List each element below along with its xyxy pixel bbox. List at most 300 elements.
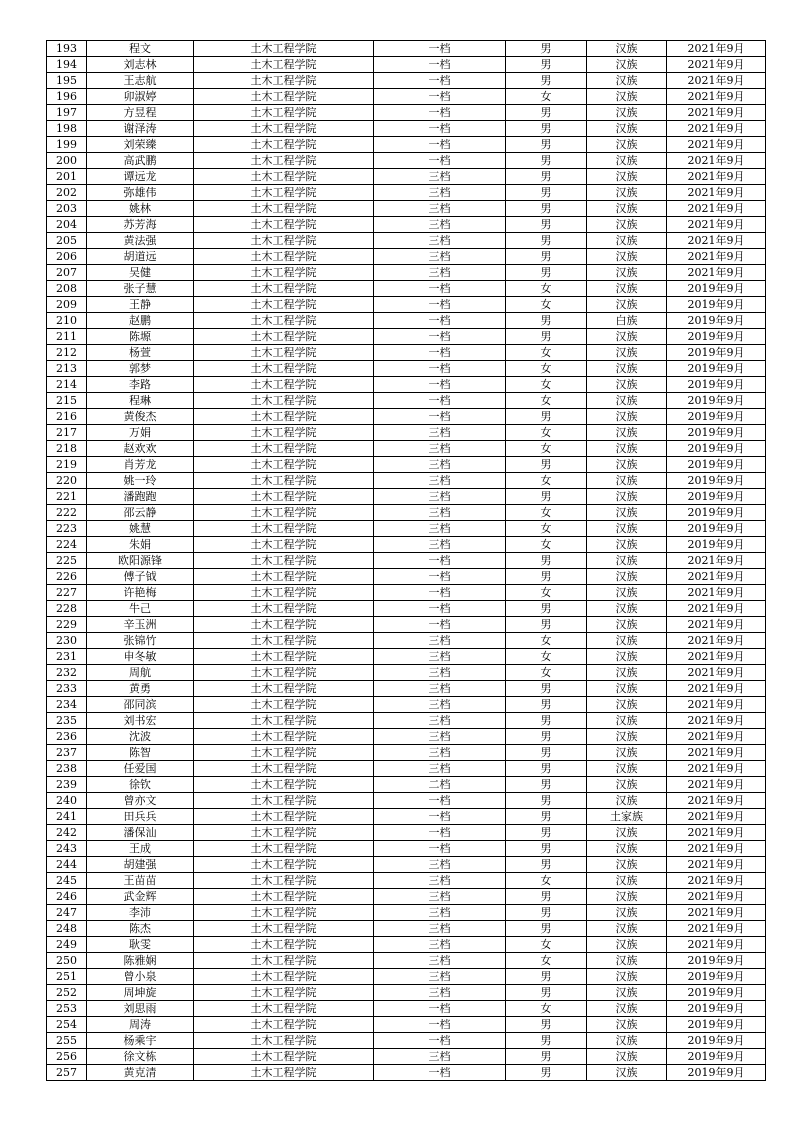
grade-level-cell: 一档: [374, 1017, 506, 1033]
enrollment-date-cell: 2021年9月: [667, 185, 766, 201]
gender-cell: 男: [506, 713, 587, 729]
row-number-cell: 254: [47, 1017, 87, 1033]
grade-level-cell: 二档: [374, 777, 506, 793]
row-number-cell: 203: [47, 201, 87, 217]
table-row: [47, 889, 766, 905]
college-cell: 土木工程学院: [194, 169, 374, 185]
enrollment-date-cell: 2021年9月: [667, 841, 766, 857]
enrollment-date-cell: 2021年9月: [667, 169, 766, 185]
name-cell: 曾小泉: [87, 969, 194, 985]
ethnicity-cell: 汉族: [587, 265, 667, 281]
gender-cell: 男: [506, 313, 587, 329]
ethnicity-cell: 汉族: [587, 777, 667, 793]
grade-level-cell: 一档: [374, 1001, 506, 1017]
college-cell: 土木工程学院: [194, 793, 374, 809]
ethnicity-cell: 汉族: [587, 297, 667, 313]
table-row: [47, 713, 766, 729]
ethnicity-cell: 汉族: [587, 633, 667, 649]
table-row: [47, 1049, 766, 1065]
grade-level-cell: 一档: [374, 137, 506, 153]
college-cell: 土木工程学院: [194, 441, 374, 457]
gender-cell: 男: [506, 201, 587, 217]
gender-cell: 女: [506, 393, 587, 409]
name-cell: 邵同滨: [87, 697, 194, 713]
gender-cell: 男: [506, 1017, 587, 1033]
ethnicity-cell: 汉族: [587, 1017, 667, 1033]
row-number-cell: 209: [47, 297, 87, 313]
enrollment-date-cell: 2019年9月: [667, 1017, 766, 1033]
college-cell: 土木工程学院: [194, 233, 374, 249]
college-cell: 土木工程学院: [194, 921, 374, 937]
grade-level-cell: 三档: [374, 233, 506, 249]
ethnicity-cell: 汉族: [587, 121, 667, 137]
enrollment-date-cell: 2019年9月: [667, 441, 766, 457]
row-number-cell: 224: [47, 537, 87, 553]
row-number-cell: 256: [47, 1049, 87, 1065]
enrollment-date-cell: 2021年9月: [667, 121, 766, 137]
enrollment-date-cell: 2021年9月: [667, 777, 766, 793]
ethnicity-cell: 汉族: [587, 585, 667, 601]
table-row: [47, 1017, 766, 1033]
ethnicity-cell: 汉族: [587, 377, 667, 393]
college-cell: 土木工程学院: [194, 969, 374, 985]
gender-cell: 女: [506, 441, 587, 457]
gender-cell: 男: [506, 969, 587, 985]
table-row: [47, 633, 766, 649]
gender-cell: 女: [506, 953, 587, 969]
grade-level-cell: 一档: [374, 73, 506, 89]
ethnicity-cell: 汉族: [587, 457, 667, 473]
grade-level-cell: 一档: [374, 393, 506, 409]
college-cell: 土木工程学院: [194, 985, 374, 1001]
college-cell: 土木工程学院: [194, 105, 374, 121]
name-cell: 周航: [87, 665, 194, 681]
grade-level-cell: 三档: [374, 873, 506, 889]
gender-cell: 男: [506, 249, 587, 265]
row-number-cell: 245: [47, 873, 87, 889]
row-number-cell: 193: [47, 41, 87, 57]
name-cell: 程琳: [87, 393, 194, 409]
gender-cell: 男: [506, 777, 587, 793]
gender-cell: 男: [506, 41, 587, 57]
name-cell: 姚慧: [87, 521, 194, 537]
college-cell: 土木工程学院: [194, 1017, 374, 1033]
name-cell: 程文: [87, 41, 194, 57]
table-row: [47, 969, 766, 985]
name-cell: 徐钦: [87, 777, 194, 793]
name-cell: 陈雅娴: [87, 953, 194, 969]
gender-cell: 男: [506, 1049, 587, 1065]
table-row: [47, 361, 766, 377]
enrollment-date-cell: 2019年9月: [667, 409, 766, 425]
row-number-cell: 228: [47, 601, 87, 617]
college-cell: 土木工程学院: [194, 713, 374, 729]
college-cell: 土木工程学院: [194, 521, 374, 537]
name-cell: 黄勇: [87, 681, 194, 697]
row-number-cell: 199: [47, 137, 87, 153]
table-row: [47, 121, 766, 137]
enrollment-date-cell: 2021年9月: [667, 57, 766, 73]
table-row: [47, 857, 766, 873]
table-row: [47, 169, 766, 185]
table-row: [47, 697, 766, 713]
grade-level-cell: 三档: [374, 713, 506, 729]
table-row: [47, 825, 766, 841]
name-cell: 黄克清: [87, 1065, 194, 1081]
name-cell: 陈杰: [87, 921, 194, 937]
table-row: [47, 665, 766, 681]
table-row: [47, 761, 766, 777]
ethnicity-cell: 汉族: [587, 73, 667, 89]
row-number-cell: 206: [47, 249, 87, 265]
gender-cell: 女: [506, 585, 587, 601]
grade-level-cell: 一档: [374, 313, 506, 329]
college-cell: 土木工程学院: [194, 313, 374, 329]
row-number-cell: 194: [47, 57, 87, 73]
grade-level-cell: 三档: [374, 1049, 506, 1065]
enrollment-date-cell: 2021年9月: [667, 249, 766, 265]
grade-level-cell: 一档: [374, 569, 506, 585]
name-cell: 弥雄伟: [87, 185, 194, 201]
name-cell: 刘荣臻: [87, 137, 194, 153]
name-cell: 武金辉: [87, 889, 194, 905]
ethnicity-cell: 汉族: [587, 281, 667, 297]
college-cell: 土木工程学院: [194, 137, 374, 153]
table-row: [47, 57, 766, 73]
enrollment-date-cell: 2021年9月: [667, 745, 766, 761]
ethnicity-cell: 汉族: [587, 1065, 667, 1081]
grade-level-cell: 一档: [374, 361, 506, 377]
name-cell: 胡道远: [87, 249, 194, 265]
ethnicity-cell: 汉族: [587, 57, 667, 73]
enrollment-date-cell: 2019年9月: [667, 1001, 766, 1017]
row-number-cell: 246: [47, 889, 87, 905]
college-cell: 土木工程学院: [194, 201, 374, 217]
table-row: [47, 1065, 766, 1081]
table-row: [47, 393, 766, 409]
row-number-cell: 241: [47, 809, 87, 825]
enrollment-date-cell: 2019年9月: [667, 313, 766, 329]
grade-level-cell: 一档: [374, 297, 506, 313]
gender-cell: 男: [506, 105, 587, 121]
row-number-cell: 234: [47, 697, 87, 713]
ethnicity-cell: 汉族: [587, 473, 667, 489]
college-cell: 土木工程学院: [194, 361, 374, 377]
table-row: [47, 873, 766, 889]
enrollment-date-cell: 2021年9月: [667, 201, 766, 217]
name-cell: 苏芳海: [87, 217, 194, 233]
college-cell: 土木工程学院: [194, 57, 374, 73]
row-number-cell: 223: [47, 521, 87, 537]
row-number-cell: 230: [47, 633, 87, 649]
grade-level-cell: 一档: [374, 41, 506, 57]
gender-cell: 女: [506, 361, 587, 377]
grade-level-cell: 三档: [374, 745, 506, 761]
college-cell: 土木工程学院: [194, 489, 374, 505]
enrollment-date-cell: 2021年9月: [667, 889, 766, 905]
grade-level-cell: 三档: [374, 441, 506, 457]
gender-cell: 男: [506, 457, 587, 473]
college-cell: 土木工程学院: [194, 889, 374, 905]
table-row: [47, 553, 766, 569]
table-row: [47, 105, 766, 121]
name-cell: 卯淑婷: [87, 89, 194, 105]
row-number-cell: 237: [47, 745, 87, 761]
name-cell: 牛己: [87, 601, 194, 617]
grade-level-cell: 一档: [374, 1065, 506, 1081]
gender-cell: 男: [506, 329, 587, 345]
ethnicity-cell: 汉族: [587, 921, 667, 937]
table-row: [47, 569, 766, 585]
gender-cell: 女: [506, 425, 587, 441]
name-cell: 李路: [87, 377, 194, 393]
row-number-cell: 227: [47, 585, 87, 601]
enrollment-date-cell: 2021年9月: [667, 153, 766, 169]
grade-level-cell: 一档: [374, 57, 506, 73]
ethnicity-cell: 土家族: [587, 809, 667, 825]
enrollment-date-cell: 2019年9月: [667, 969, 766, 985]
grade-level-cell: 一档: [374, 825, 506, 841]
row-number-cell: 212: [47, 345, 87, 361]
name-cell: 肖芳龙: [87, 457, 194, 473]
name-cell: 朱娟: [87, 537, 194, 553]
grade-level-cell: 三档: [374, 937, 506, 953]
ethnicity-cell: 汉族: [587, 553, 667, 569]
college-cell: 土木工程学院: [194, 873, 374, 889]
gender-cell: 男: [506, 569, 587, 585]
row-number-cell: 208: [47, 281, 87, 297]
ethnicity-cell: 汉族: [587, 441, 667, 457]
enrollment-date-cell: 2019年9月: [667, 537, 766, 553]
college-cell: 土木工程学院: [194, 89, 374, 105]
enrollment-date-cell: 2019年9月: [667, 1049, 766, 1065]
row-number-cell: 202: [47, 185, 87, 201]
table-row: [47, 953, 766, 969]
grade-level-cell: 一档: [374, 793, 506, 809]
ethnicity-cell: 汉族: [587, 105, 667, 121]
gender-cell: 男: [506, 857, 587, 873]
enrollment-date-cell: 2019年9月: [667, 489, 766, 505]
grade-level-cell: 三档: [374, 265, 506, 281]
name-cell: 王志航: [87, 73, 194, 89]
grade-level-cell: 三档: [374, 457, 506, 473]
name-cell: 王静: [87, 297, 194, 313]
gender-cell: 男: [506, 921, 587, 937]
enrollment-date-cell: 2019年9月: [667, 393, 766, 409]
name-cell: 许艳梅: [87, 585, 194, 601]
table-row: [47, 185, 766, 201]
name-cell: 黄法强: [87, 233, 194, 249]
enrollment-date-cell: 2021年9月: [667, 713, 766, 729]
college-cell: 土木工程学院: [194, 569, 374, 585]
row-number-cell: 240: [47, 793, 87, 809]
gender-cell: 男: [506, 681, 587, 697]
row-number-cell: 197: [47, 105, 87, 121]
student-list-table: [46, 40, 766, 1081]
name-cell: 潘保汕: [87, 825, 194, 841]
gender-cell: 女: [506, 281, 587, 297]
grade-level-cell: 三档: [374, 201, 506, 217]
name-cell: 王苗苗: [87, 873, 194, 889]
gender-cell: 男: [506, 1065, 587, 1081]
ethnicity-cell: 汉族: [587, 649, 667, 665]
grade-level-cell: 三档: [374, 505, 506, 521]
name-cell: 王成: [87, 841, 194, 857]
table-row: [47, 585, 766, 601]
ethnicity-cell: 汉族: [587, 345, 667, 361]
name-cell: 张锦竹: [87, 633, 194, 649]
college-cell: 土木工程学院: [194, 777, 374, 793]
name-cell: 方昱程: [87, 105, 194, 121]
enrollment-date-cell: 2019年9月: [667, 297, 766, 313]
table-row: [47, 745, 766, 761]
ethnicity-cell: 汉族: [587, 137, 667, 153]
enrollment-date-cell: 2021年9月: [667, 41, 766, 57]
row-number-cell: 253: [47, 1001, 87, 1017]
enrollment-date-cell: 2019年9月: [667, 505, 766, 521]
college-cell: 土木工程学院: [194, 185, 374, 201]
enrollment-date-cell: 2021年9月: [667, 825, 766, 841]
college-cell: 土木工程学院: [194, 825, 374, 841]
enrollment-date-cell: 2019年9月: [667, 345, 766, 361]
row-number-cell: 236: [47, 729, 87, 745]
ethnicity-cell: 汉族: [587, 617, 667, 633]
college-cell: 土木工程学院: [194, 601, 374, 617]
gender-cell: 男: [506, 985, 587, 1001]
ethnicity-cell: 汉族: [587, 537, 667, 553]
enrollment-date-cell: 2021年9月: [667, 921, 766, 937]
ethnicity-cell: 汉族: [587, 361, 667, 377]
grade-level-cell: 三档: [374, 729, 506, 745]
college-cell: 土木工程学院: [194, 41, 374, 57]
enrollment-date-cell: 2021年9月: [667, 137, 766, 153]
grade-level-cell: 三档: [374, 953, 506, 969]
gender-cell: 男: [506, 73, 587, 89]
enrollment-date-cell: 2021年9月: [667, 665, 766, 681]
enrollment-date-cell: 2021年9月: [667, 761, 766, 777]
grade-level-cell: 三档: [374, 185, 506, 201]
ethnicity-cell: 汉族: [587, 521, 667, 537]
college-cell: 土木工程学院: [194, 841, 374, 857]
name-cell: 刘思雨: [87, 1001, 194, 1017]
college-cell: 土木工程学院: [194, 649, 374, 665]
ethnicity-cell: 汉族: [587, 393, 667, 409]
college-cell: 土木工程学院: [194, 857, 374, 873]
row-number-cell: 198: [47, 121, 87, 137]
enrollment-date-cell: 2021年9月: [667, 553, 766, 569]
ethnicity-cell: 汉族: [587, 201, 667, 217]
ethnicity-cell: 汉族: [587, 889, 667, 905]
table-row: [47, 265, 766, 281]
gender-cell: 男: [506, 217, 587, 233]
row-number-cell: 251: [47, 969, 87, 985]
gender-cell: 男: [506, 489, 587, 505]
name-cell: 姚林: [87, 201, 194, 217]
enrollment-date-cell: 2019年9月: [667, 521, 766, 537]
table-row: [47, 617, 766, 633]
gender-cell: 男: [506, 825, 587, 841]
ethnicity-cell: 汉族: [587, 713, 667, 729]
enrollment-date-cell: 2021年9月: [667, 857, 766, 873]
ethnicity-cell: 汉族: [587, 169, 667, 185]
ethnicity-cell: 汉族: [587, 857, 667, 873]
row-number-cell: 238: [47, 761, 87, 777]
grade-level-cell: 三档: [374, 665, 506, 681]
name-cell: 张子慧: [87, 281, 194, 297]
table-row: [47, 505, 766, 521]
grade-level-cell: 一档: [374, 153, 506, 169]
gender-cell: 女: [506, 505, 587, 521]
name-cell: 傅子钺: [87, 569, 194, 585]
college-cell: 土木工程学院: [194, 345, 374, 361]
row-number-cell: 231: [47, 649, 87, 665]
grade-level-cell: 三档: [374, 889, 506, 905]
enrollment-date-cell: 2021年9月: [667, 905, 766, 921]
ethnicity-cell: 汉族: [587, 153, 667, 169]
ethnicity-cell: 汉族: [587, 825, 667, 841]
college-cell: 土木工程学院: [194, 249, 374, 265]
grade-level-cell: 三档: [374, 857, 506, 873]
ethnicity-cell: 汉族: [587, 745, 667, 761]
gender-cell: 女: [506, 521, 587, 537]
grade-level-cell: 一档: [374, 409, 506, 425]
gender-cell: 女: [506, 473, 587, 489]
gender-cell: 男: [506, 905, 587, 921]
enrollment-date-cell: 2019年9月: [667, 329, 766, 345]
row-number-cell: 235: [47, 713, 87, 729]
ethnicity-cell: 汉族: [587, 841, 667, 857]
enrollment-date-cell: 2021年9月: [667, 601, 766, 617]
name-cell: 辛玉洲: [87, 617, 194, 633]
enrollment-date-cell: 2019年9月: [667, 377, 766, 393]
table-row: [47, 793, 766, 809]
grade-level-cell: 三档: [374, 169, 506, 185]
enrollment-date-cell: 2021年9月: [667, 265, 766, 281]
row-number-cell: 242: [47, 825, 87, 841]
table-row: [47, 41, 766, 57]
gender-cell: 女: [506, 297, 587, 313]
college-cell: 土木工程学院: [194, 745, 374, 761]
table-row: [47, 89, 766, 105]
gender-cell: 男: [506, 57, 587, 73]
name-cell: 刘书宏: [87, 713, 194, 729]
enrollment-date-cell: 2021年9月: [667, 89, 766, 105]
row-number-cell: 205: [47, 233, 87, 249]
grade-level-cell: 三档: [374, 489, 506, 505]
gender-cell: 男: [506, 265, 587, 281]
row-number-cell: 221: [47, 489, 87, 505]
college-cell: 土木工程学院: [194, 809, 374, 825]
ethnicity-cell: 汉族: [587, 1033, 667, 1049]
row-number-cell: 244: [47, 857, 87, 873]
row-number-cell: 257: [47, 1065, 87, 1081]
grade-level-cell: 三档: [374, 633, 506, 649]
table-row: [47, 985, 766, 1001]
row-number-cell: 247: [47, 905, 87, 921]
enrollment-date-cell: 2021年9月: [667, 105, 766, 121]
table-row: [47, 489, 766, 505]
table-row: [47, 521, 766, 537]
row-number-cell: 196: [47, 89, 87, 105]
enrollment-date-cell: 2021年9月: [667, 793, 766, 809]
name-cell: 潘跑跑: [87, 489, 194, 505]
grade-level-cell: 三档: [374, 697, 506, 713]
table-row: [47, 937, 766, 953]
grade-level-cell: 三档: [374, 537, 506, 553]
grade-level-cell: 一档: [374, 281, 506, 297]
name-cell: 陈塬: [87, 329, 194, 345]
row-number-cell: 255: [47, 1033, 87, 1049]
